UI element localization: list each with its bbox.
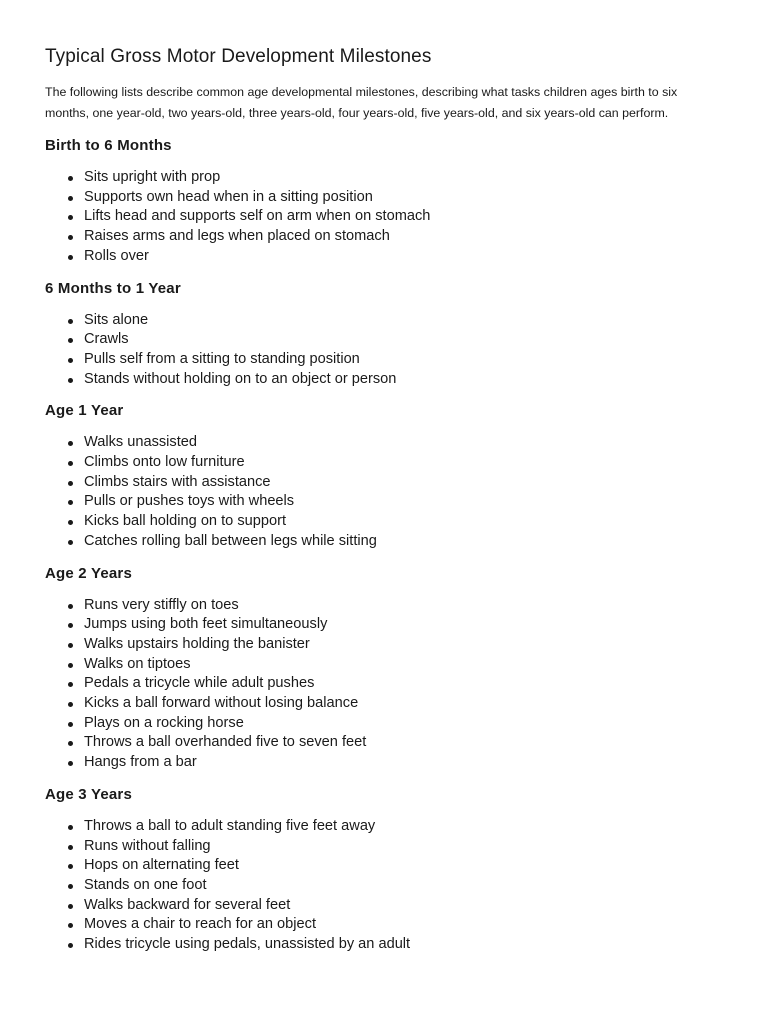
bullet-icon <box>68 623 73 628</box>
list-item-text: Lifts head and supports self on arm when on stomach <box>84 208 431 225</box>
bullet-icon <box>68 176 73 181</box>
list-item-text: Catches rolling ball between legs while sitting <box>84 532 377 549</box>
list-item-text: Supports own head when in a sitting position <box>84 188 373 205</box>
list-item <box>68 330 724 350</box>
list-item <box>68 837 724 857</box>
list-item <box>68 473 724 493</box>
section-heading: Age 1 Year <box>45 402 124 420</box>
bullet-icon <box>68 761 73 766</box>
list-item <box>68 453 724 473</box>
list-item-text: Runs without falling <box>84 837 211 854</box>
bullet-icon <box>68 481 73 486</box>
list-item <box>68 915 724 935</box>
list-item-text: Pedals a tricycle while adult pushes <box>84 675 315 692</box>
list-item <box>68 896 724 916</box>
list-item <box>68 674 724 694</box>
list-item-text: Walks unassisted <box>84 434 198 451</box>
list-item-text: Walks upstairs holding the banister <box>84 635 310 652</box>
list-item-text: Throws a ball to adult standing five feet away <box>84 817 376 834</box>
list-item-text: Sits alone <box>84 311 149 328</box>
page-title: Typical Gross Motor Development Milestones <box>45 46 432 67</box>
intro-paragraph: The following lists describe common age developmental milestones, describing what tasks children ages birth to six months, one year-old, two years-old, three years-old, four years-old, five years-old, and six years-old can perform. <box>45 85 678 120</box>
list-item <box>68 168 724 188</box>
section-heading: Age 3 Years <box>45 785 132 803</box>
section-heading: Age 2 Years <box>45 564 132 582</box>
list-item-text: Climbs onto low furniture <box>84 454 245 471</box>
milestone-list <box>45 168 724 267</box>
milestone-section <box>45 279 724 390</box>
bullet-icon <box>68 923 73 928</box>
bullet-icon <box>68 235 73 240</box>
list-item-text: Stands without holding on to an object or person <box>84 370 397 387</box>
list-item-text: Kicks ball holding on to support <box>84 513 287 530</box>
bullet-icon <box>68 741 73 746</box>
bullet-icon <box>68 500 73 505</box>
list-item-text: Pulls self from a sitting to standing position <box>84 350 360 367</box>
list-item-text: Kicks a ball forward without losing balance <box>84 695 359 712</box>
bullet-icon <box>68 604 73 609</box>
list-item-text: Plays on a rocking horse <box>84 714 244 731</box>
bullet-icon <box>68 845 73 850</box>
list-item <box>68 311 724 331</box>
list-item-text: Runs very stiffly on toes <box>84 596 239 613</box>
milestone-section <box>45 564 724 773</box>
section-heading: 6 Months to 1 Year <box>45 279 181 297</box>
bullet-icon <box>68 864 73 869</box>
list-item <box>68 635 724 655</box>
list-item <box>68 492 724 512</box>
bullet-icon <box>68 378 73 383</box>
section-heading: Birth to 6 Months <box>45 137 172 154</box>
list-item <box>68 615 724 635</box>
list-item <box>68 532 724 552</box>
list-item <box>68 733 724 753</box>
list-item <box>68 207 724 227</box>
milestone-list <box>45 596 724 773</box>
milestone-sections <box>45 136 724 955</box>
bullet-icon <box>68 702 73 707</box>
bullet-icon <box>68 663 73 668</box>
milestone-section <box>45 785 724 955</box>
list-item <box>68 655 724 675</box>
list-item <box>68 512 724 532</box>
bullet-icon <box>68 904 73 909</box>
bullet-icon <box>68 461 73 466</box>
list-item <box>68 876 724 896</box>
list-item <box>68 694 724 714</box>
bullet-icon <box>68 338 73 343</box>
bullet-icon <box>68 215 73 220</box>
bullet-icon <box>68 255 73 260</box>
list-item-text: Hops on alternating feet <box>84 857 239 874</box>
list-item <box>68 370 724 390</box>
bullet-icon <box>68 540 73 545</box>
list-item-text: Rides tricycle using pedals, unassisted by an adult <box>84 936 411 953</box>
list-item-text: Sits upright with prop <box>84 169 221 185</box>
bullet-icon <box>68 520 73 525</box>
list-item <box>68 350 724 370</box>
list-item-text: Crawls <box>84 331 129 348</box>
milestone-section <box>45 401 724 551</box>
bullet-icon <box>68 825 73 830</box>
milestone-list <box>45 311 724 390</box>
list-item <box>68 433 724 453</box>
list-item <box>68 247 724 267</box>
list-item-text: Climbs stairs with assistance <box>84 473 271 490</box>
list-item <box>68 188 724 208</box>
list-item-text: Throws a ball overhanded five to seven feet <box>84 734 367 751</box>
list-item <box>68 753 724 773</box>
list-item-text: Walks on tiptoes <box>84 655 191 672</box>
list-item-text: Rolls over <box>84 247 149 264</box>
bullet-icon <box>68 682 73 687</box>
list-item <box>68 935 724 955</box>
list-item-text: Stands on one foot <box>84 876 207 893</box>
bullet-icon <box>68 319 73 324</box>
milestone-list <box>45 817 724 955</box>
list-item-text: Jumps using both feet simultaneously <box>84 616 328 633</box>
list-item-text: Moves a chair to reach for an object <box>84 916 316 933</box>
bullet-icon <box>68 441 73 446</box>
bullet-icon <box>68 943 73 948</box>
milestone-section <box>45 136 724 267</box>
bullet-icon <box>68 722 73 727</box>
list-item-text: Raises arms and legs when placed on stomach <box>84 228 390 245</box>
list-item-text: Hangs from a bar <box>84 754 197 771</box>
milestone-list <box>45 433 724 551</box>
bullet-icon <box>68 884 73 889</box>
list-item-text: Pulls or pushes toys with wheels <box>84 493 295 510</box>
bullet-icon <box>68 196 73 201</box>
list-item <box>68 714 724 734</box>
list-item <box>68 856 724 876</box>
list-item <box>68 227 724 247</box>
bullet-icon <box>68 643 73 648</box>
list-item <box>68 596 724 616</box>
list-item-text: Walks backward for several feet <box>84 896 291 913</box>
bullet-icon <box>68 358 73 363</box>
list-item <box>68 817 724 837</box>
